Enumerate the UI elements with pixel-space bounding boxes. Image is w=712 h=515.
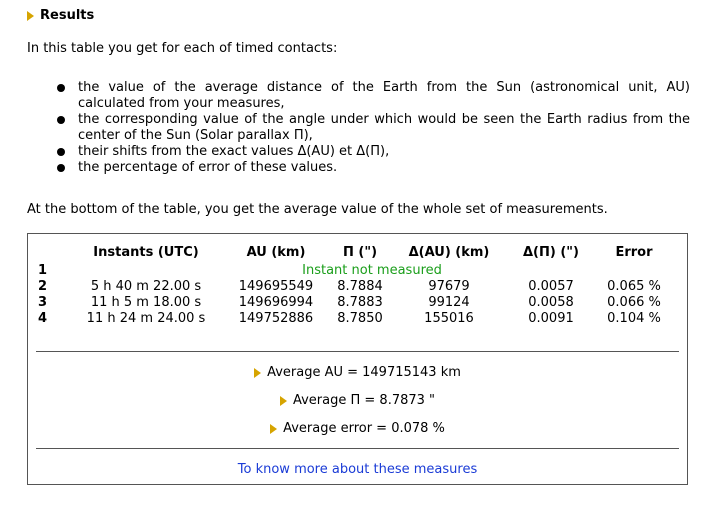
arrow-right-icon [27,11,34,21]
cell-pi: 8.7883 [337,294,383,310]
cell-delta-pi: 0.0058 [528,294,574,310]
cell-error: 0.104 % [607,310,661,326]
bullet-icon [57,116,65,124]
arrow-right-icon [270,424,277,434]
cell-pi: 8.7850 [337,310,383,326]
column-header: Δ(Π) (") [522,244,579,260]
bullet-icon [57,164,65,172]
column-header: Instants (UTC) [93,244,199,260]
cell-au: 149695549 [238,278,314,294]
average-pi [28,393,687,408]
cell-error: 0.065 % [607,278,661,294]
cell-instant: 11 h 5 m 18.00 s [90,294,202,310]
arrow-right-icon [254,368,261,378]
cell-instant: 11 h 24 m 24.00 s [86,310,206,326]
bottom-note: At the bottom of the table, you get the average value of the whole set of measurements. [27,202,608,217]
row-number: 1 [38,262,48,278]
table-row [36,310,674,326]
divider [36,351,679,352]
average-error [28,421,687,436]
table-header-row [36,242,674,262]
average-error-text: Average error = 0.078 % [283,421,445,436]
cell-au: 149696994 [238,294,314,310]
arrow-right-icon [280,396,287,406]
results-heading [27,8,94,23]
average-pi-text: Average Π = 8.7873 " [292,393,436,408]
table-row [36,294,674,310]
results-heading-text: Results [40,8,95,23]
cell-delta-pi: 0.0091 [528,310,574,326]
cell-instant: 5 h 40 m 22.00 s [90,278,202,294]
cell-delta-au: 97679 [428,278,470,294]
average-au [28,365,687,380]
points-list [55,80,690,176]
row-number: 3 [38,294,48,310]
column-header: AU (km) [246,244,306,260]
column-header: Π (") [342,244,378,260]
bullet-icon [57,84,65,92]
table-row [36,262,674,278]
cell-delta-pi: 0.0057 [528,278,574,294]
not-measured-message: Instant not measured [302,262,442,278]
intro-text: In this table you get for each of timed contacts: [27,41,338,56]
row-number: 2 [38,278,48,294]
cell-pi: 8.7884 [337,278,383,294]
column-header [36,242,70,262]
list-item: their shifts from the exact values Δ(AU) et Δ(Π), [55,144,690,160]
more-about-measures-link[interactable]: To know more about these measures [237,462,478,477]
cell-delta-au: 155016 [424,310,474,326]
average-au-text: Average AU = 149715143 km [267,365,461,380]
cell-error: 0.066 % [607,294,661,310]
row-number: 4 [38,310,48,326]
column-header: Δ(AU) (km) [408,244,490,260]
bullet-icon [57,148,65,156]
divider [36,448,679,449]
cell-delta-au: 99124 [428,294,470,310]
column-header: Error [615,244,653,260]
list-item: the corresponding value of the angle under which would be seen the Earth radius from the center of the Sun (Solar parallax Π), [55,112,690,144]
results-table [36,242,674,326]
table-row [36,278,674,294]
list-item: the value of the average distance of the Earth from the Sun (astronomical unit, AU) calculated from your measures, [55,80,690,112]
list-item: the percentage of error of these values. [55,160,690,176]
results-panel [27,233,688,485]
cell-au: 149752886 [238,310,314,326]
